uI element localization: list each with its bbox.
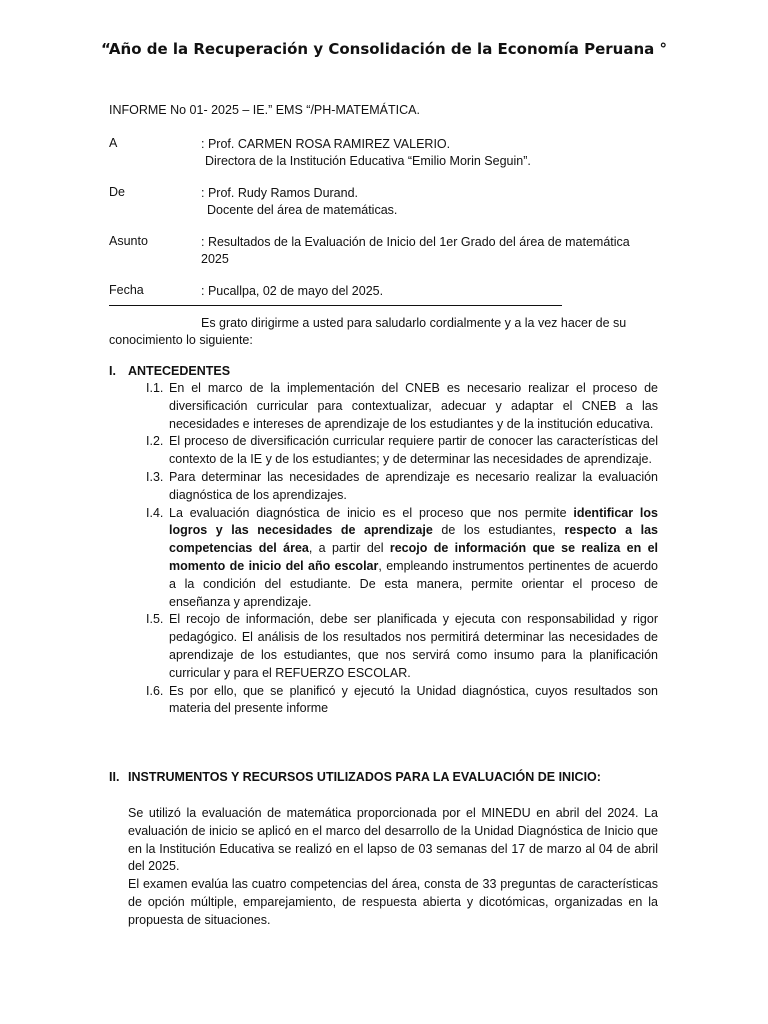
list-item: I.4. La evaluación diagnóstica de inicio es el proceso que nos permite identificar los logros y las necesidades de aprendizaje de los estudiantes, respecto a las competencias del área, a partir del recojo de información que se realiza en el momento de inicio del año escolar, empleando instrumentos pertinentes de acuerdo a la condición del estudiante. De esta manera, permite orientar el proceso de enseñanza y aprendizaje.	[146, 505, 658, 609]
section1-number: I.	[109, 364, 116, 378]
year-motto: “Año de la Recuperación y Consolidación de la Economía Peruana °	[101, 40, 667, 58]
section1-heading	[109, 364, 230, 378]
section2-title: INSTRUMENTOS Y RECURSOS UTILIZADOS PARA LA EVALUACIÓN DE INICIO:	[128, 770, 601, 784]
header-to-name: : Prof. CARMEN ROSA RAMIREZ VALERIO.	[201, 137, 451, 151]
header-divider	[109, 305, 562, 306]
header-to-title: Directora de la Institución Educativa “Emilio Morin Seguin”.	[205, 154, 531, 168]
header-from-name: : Prof. Rudy Ramos Durand.	[201, 186, 359, 200]
greeting-line1: Es grato dirigirme a usted para saludarlo cordialmente y a la vez hacer de su	[201, 316, 627, 330]
header-from-label: De	[109, 185, 125, 199]
greeting-line2: conocimiento lo siguiente:	[109, 333, 253, 347]
bold-phrase: respecto a las competencias del área	[169, 523, 658, 556]
list-item: I.1. En el marco de la implementación del CNEB es necesario realizar el proceso de diversificación curricular para contextualizar, adecuar y adaptar el CNEB a las necesidades e intereses de aprendizaje de los estudiantes y de la institución educativa.	[146, 381, 658, 431]
section2-paragraph-1: Se utilizó la evaluación de matemática proporcionada por el MINEDU en abril del 2024. La evaluación de inicio se aplicó en el marco del desarrollo de la Unidad Diagnóstica de Inicio que en la Institución Educativa se realizó en el lapso de 03 semanas del 17 de marzo al 04 de abril del 2025.	[128, 806, 658, 874]
header-subject-label: Asunto	[109, 234, 148, 248]
header-date-label: Fecha	[109, 283, 144, 297]
header-from-title: Docente del área de matemáticas.	[207, 203, 398, 217]
section2-paragraph-2: El examen evalúa las cuatro competencias del área, consta de 33 preguntas de características de opción múltiple, emparejamiento, de respuesta abierta y dicotómicas, organizadas en la propuesta de situaciones.	[128, 877, 658, 927]
section1-title: ANTECEDENTES	[128, 364, 231, 378]
greeting	[109, 315, 659, 349]
list-item: I.6. Es por ello, que se planificó y ejecutó la Unidad diagnóstica, cuyos resultados son materia del presente informe	[146, 683, 658, 716]
list-item: I.5. El recojo de información, debe ser planificada y ejecuta con responsabilidad y rigor pedagógico. El análisis de los resultados nos permitirá determinar las necesidades de aprendizaje de los estudiantes, que nos servirá como insumo para la planificación curricular y para el REFUERZO ESCOLAR.	[146, 612, 658, 680]
section2-heading	[109, 770, 601, 784]
bold-phrase: recojo de información que se realiza en el momento de inicio del año escolar	[169, 541, 658, 573]
section2-number: II.	[109, 770, 120, 784]
bold-phrase: identificar los logros y las necesidades de aprendizaje	[169, 505, 658, 538]
header-date-text: : Pucallpa, 02 de mayo del 2025.	[201, 284, 384, 298]
list-item: I.3. Para determinar las necesidades de aprendizaje es necesario realizar la evaluación diagnóstica de los aprendizajes.	[146, 469, 658, 502]
section1-items	[146, 380, 658, 718]
report-title: INFORME No 01- 2025 – IE.” EMS “/PH-MATEMÁTICA.	[109, 103, 420, 117]
list-item: I.2. El proceso de diversificación curricular requiere partir de conocer las características del contexto de la IE y de los estudiantes; y de determinar las necesidades de aprendizaje.	[146, 434, 658, 467]
header-to-label: A	[109, 136, 118, 150]
header-subject-text: : Resultados de la Evaluación de Inicio del 1er Grado del área de matemática 2025	[201, 235, 630, 266]
